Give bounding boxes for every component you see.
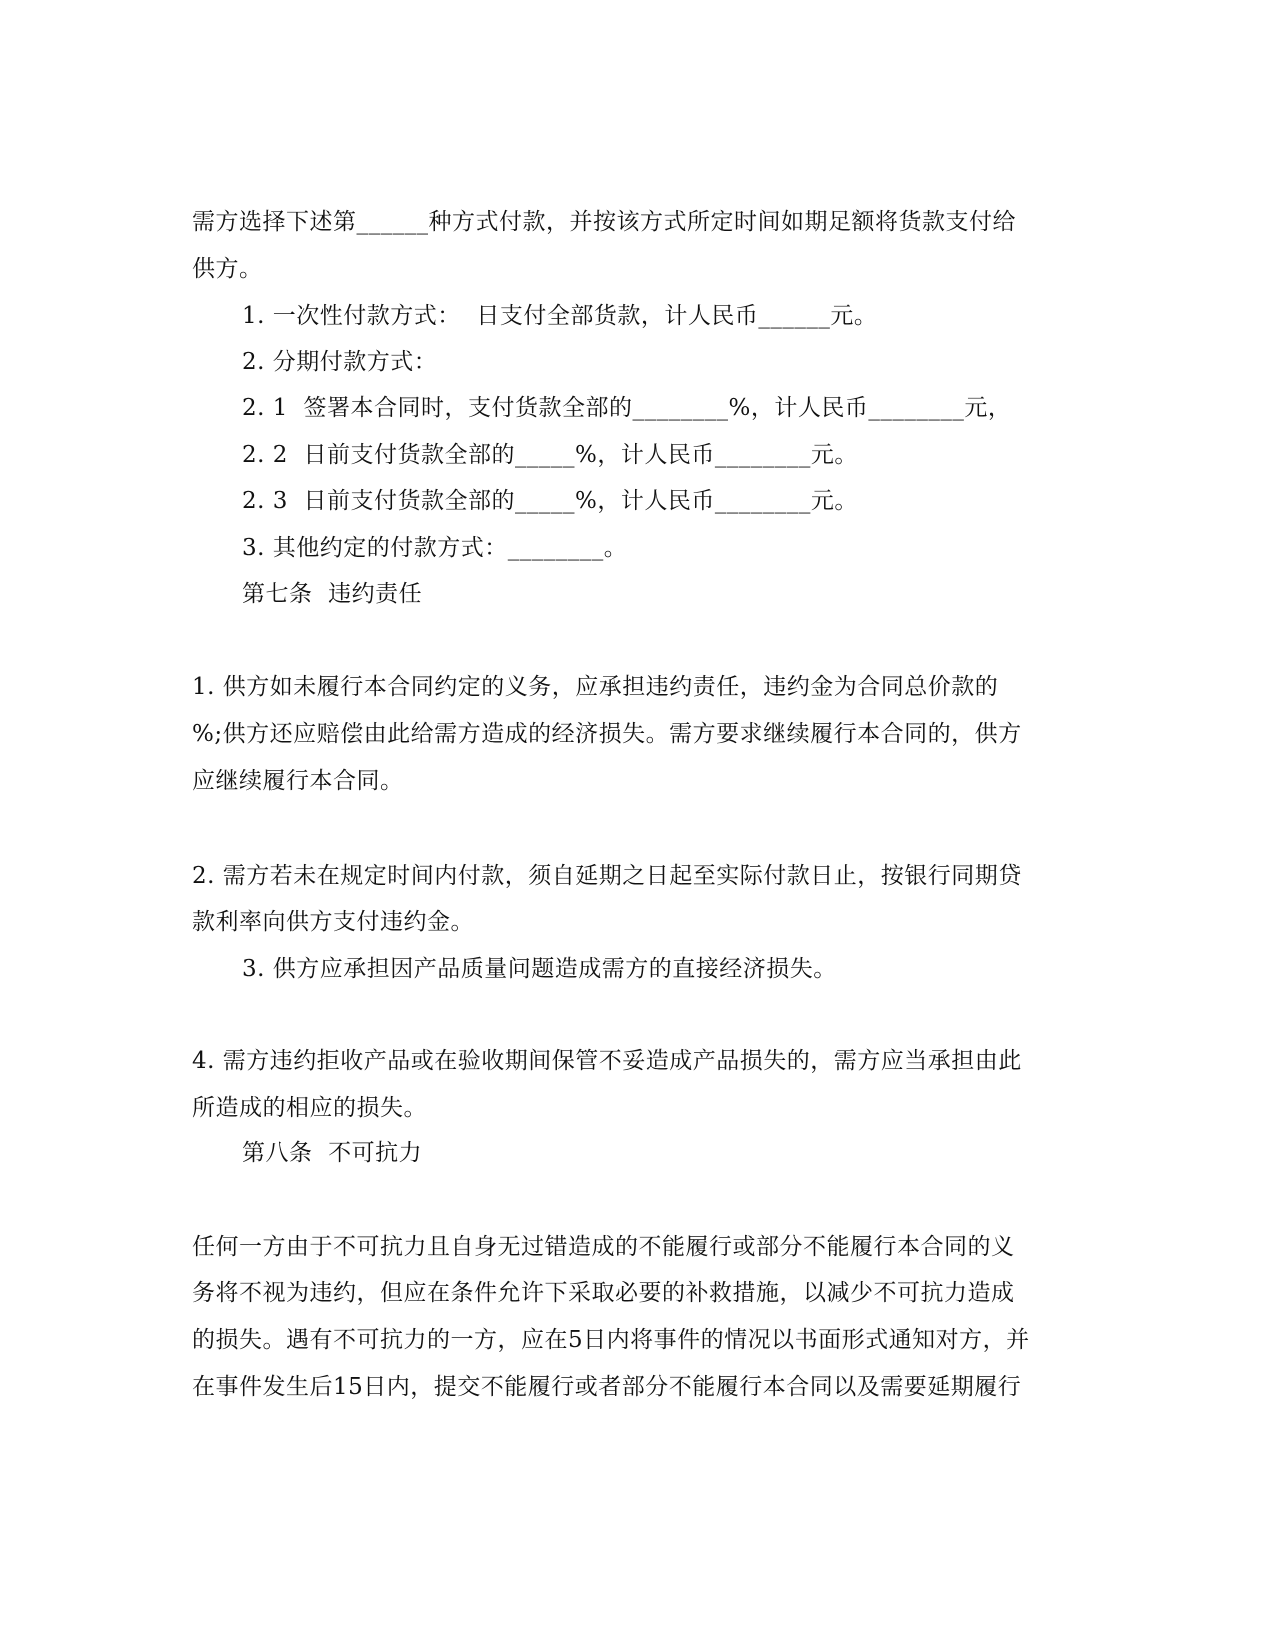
force-majeure-line-3: 的损失。遇有不可抗力的一方，应在5日内将事件的情况以书面形式通知对方，并 [192, 1327, 1030, 1353]
installment-item-2-1: 2. 1 签署本合同时，支付货款全部的________%，计人民币________元， [242, 395, 1012, 421]
breach-clause-1-line-2: %;供方还应赔偿由此给需方造成的经济损失。需方要求继续履行本合同的，供方 [192, 721, 1022, 747]
article-7-heading: 第七条 违约责任 [242, 581, 423, 607]
breach-clause-1-line-3: 应继续履行本合同。 [192, 768, 404, 794]
breach-clause-2-line-2: 款利率向供方支付违约金。 [192, 909, 474, 935]
force-majeure-line-4: 在事件发生后15日内，提交不能履行或者部分不能履行本合同以及需要延期履行 [192, 1374, 1022, 1400]
article-8-heading: 第八条 不可抗力 [242, 1140, 423, 1166]
breach-clause-2-line-1: 2. 需方若未在规定时间内付款，须自延期之日起至实际付款日止，按银行同期贷 [192, 863, 1022, 889]
payment-method-paragraph-line-1: 需方选择下述第______种方式付款，并按该方式所定时间如期足额将货款支付给 [192, 209, 1016, 235]
force-majeure-line-1: 任何一方由于不可抗力且自身无过错造成的不能履行或部分不能履行本合同的义 [192, 1234, 1015, 1260]
installment-item-2-3: 2. 3 日前支付货款全部的_____%，计人民币________元。 [242, 488, 858, 514]
payment-method-paragraph-line-2: 供方。 [192, 256, 263, 282]
installment-item-2-2: 2. 2 日前支付货款全部的_____%，计人民币________元。 [242, 442, 858, 468]
other-payment-item: 3. 其他约定的付款方式：________。 [242, 535, 628, 561]
breach-clause-3: 3. 供方应承担因产品质量问题造成需方的直接经济损失。 [242, 956, 837, 982]
breach-clause-4-line-2: 所造成的相应的损失。 [192, 1095, 427, 1121]
force-majeure-line-2: 务将不视为违约，但应在条件允许下采取必要的补救措施，以减少不可抗力造成 [192, 1280, 1015, 1306]
breach-clause-4-line-1: 4. 需方违约拒收产品或在验收期间保管不妥造成产品损失的，需方应当承担由此 [192, 1048, 1022, 1074]
lump-sum-payment-item: 1. 一次性付款方式： 日支付全部货款，计人民币______元。 [242, 303, 878, 329]
breach-clause-1-line-1: 1. 供方如未履行本合同约定的义务，应承担违约责任，违约金为合同总价款的 [192, 674, 999, 700]
installment-payment-item: 2. 分期付款方式： [242, 349, 438, 375]
